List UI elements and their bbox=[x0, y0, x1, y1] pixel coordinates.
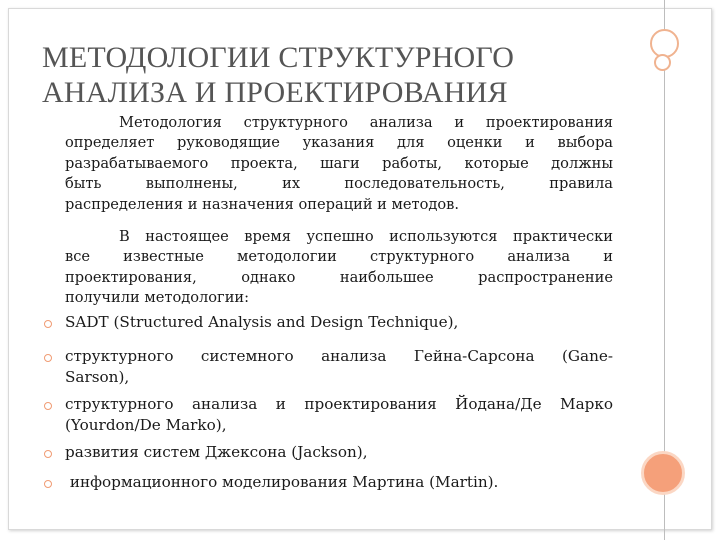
paragraph-methodologies-intro bbox=[65, 227, 613, 309]
slide-title bbox=[42, 40, 632, 110]
list-item-yourdon-demarko bbox=[65, 394, 613, 436]
paragraph-line: быть выполнены, их последовательность, правила bbox=[65, 175, 613, 193]
bullet-marker-icon bbox=[44, 354, 52, 362]
list-item-line: Sarson), bbox=[65, 368, 130, 386]
list-item-line: структурного системного анализа Гейна-Сарсона (Gane- bbox=[65, 347, 613, 365]
decorative-circle-bottom bbox=[641, 451, 685, 495]
paragraph-line: проектирования, однако наибольшее распространение bbox=[65, 268, 613, 286]
list-item-sadt bbox=[65, 312, 613, 333]
list-item-line: развития систем Джексона (Jackson), bbox=[65, 443, 368, 461]
title-line-1: МЕТОДОЛОГИИ СТРУКТУРНОГО bbox=[42, 41, 515, 74]
bullet-marker-icon bbox=[44, 450, 52, 458]
list-item-line: SADT (Structured Analysis and Design Technique), bbox=[65, 313, 459, 331]
paragraph-line: все известные методологии структурного анализа и bbox=[65, 248, 613, 266]
bullet-marker-icon bbox=[44, 320, 52, 328]
paragraph-line: В настоящее время успешно используются практически bbox=[119, 228, 613, 245]
list-item-line: (Yourdon/De Marko), bbox=[65, 416, 227, 434]
paragraph-line: Методология структурного анализа и проектирования bbox=[119, 114, 613, 131]
paragraph-line: разрабатываемого проекта, шаги работы, которые должны bbox=[65, 154, 613, 172]
decorative-circle-top-small bbox=[654, 54, 671, 71]
list-item-gane-sarson bbox=[65, 346, 613, 388]
paragraph-methodology-definition bbox=[65, 113, 613, 215]
paragraph-line: определяет руководящие указания для оценки и выбора bbox=[65, 134, 613, 152]
list-item-line: информационного моделирования Мартина (Martin). bbox=[65, 473, 499, 491]
paragraph-line: распределения и назначения операций и методов. bbox=[65, 195, 460, 213]
bullet-marker-icon bbox=[44, 480, 52, 488]
list-item-line: структурного анализа и проектирования Йодана/Де Марко bbox=[65, 395, 613, 413]
bullet-marker-icon bbox=[44, 402, 52, 410]
paragraph-line: получили методологии: bbox=[65, 289, 250, 307]
list-item-martin bbox=[65, 472, 613, 493]
title-line-2: АНАЛИЗА И ПРОЕКТИРОВАНИЯ bbox=[42, 76, 508, 109]
list-item-jackson bbox=[65, 442, 613, 463]
